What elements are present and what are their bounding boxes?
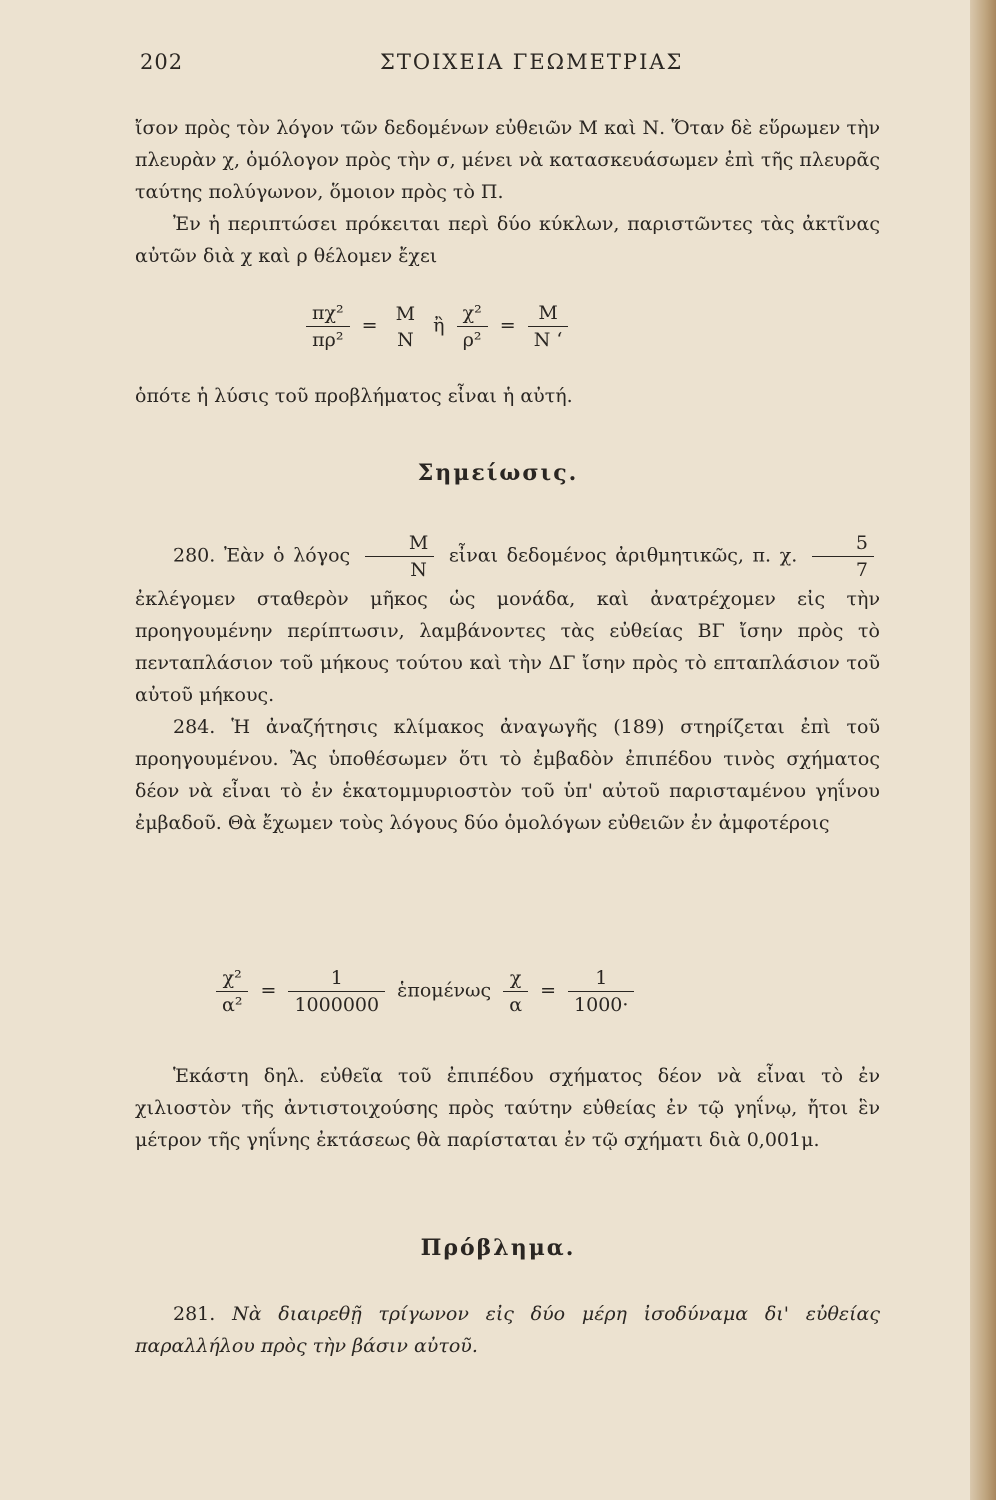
paragraph-block-3 [135, 530, 880, 839]
equals-sign: = [499, 314, 516, 337]
paragraph-284: 284. Ἡ ἀναζήτησις κλίμακος ἀναγωγῆς (189) στηρίζεται ἐπὶ τοῦ προηγουμένου. Ἂς ὑποθέσωμεν ὅτι τὸ ἐμβαδὸν ἐπιπέδου τινὸς σχήματος δέον νὰ εἶναι τὸ ἐν ἑκατομμυριοστὸν τοῦ ὑπ' αὐτοῦ παρισταμένου γηΐνου ἐμβαδοῦ. Θὰ ἔχωμεν τοὺς λόγους δύο ὁμολόγων εὐθειῶν ἐν ἀμφοτέροις [135, 716, 880, 834]
paragraph-block-4 [135, 1060, 880, 1156]
section-heading: Πρόβλημα. [420, 1235, 576, 1261]
conjunction: ἢ [433, 314, 445, 337]
book-spine [970, 0, 996, 1500]
paragraph-block-2 [135, 380, 880, 412]
connector-word: ἑπομένως [397, 979, 492, 1002]
running-title: ΣΤΟΙΧΕΙΑ ΓΕΩΜΕΤΡΙΑΣ [380, 50, 684, 74]
paragraph: Ἑκάστη δηλ. εὐθεῖα τοῦ ἐπιπέδου σχήματος δέον νὰ εἶναι τὸ ἐν χιλιοστὸν τῆς ἀντιστοιχούσης πρὸς ταύτην εὐθείας ἐν τῷ γηΐνῳ, ἤτοι ἓν μέτρον τῆς γηΐνης ἐκτάσεως θὰ παρίσταται ἐν τῷ σχήματι διὰ 0,001μ. [135, 1065, 880, 1151]
equation-2 [210, 965, 640, 1018]
page-number: 202 [140, 50, 184, 74]
equals-sign: = [260, 979, 277, 1002]
paragraph: ἴσον πρὸς τὸν λόγον τῶν δεδομένων εὐθειῶν Μ καὶ Ν. Ὅταν δὲ εὕρωμεν τὴν πλευρὰν χ, ὁμόλογον πρὸς τὴν σ, μένει νὰ κατασκευάσωμεν ἐπὶ τῆς πλευρᾶς ταύτης πολύγωνον, ὅμοιον πρὸς τὸ Π. [135, 117, 880, 203]
fraction: $\frac{5}{7}$ [812, 530, 874, 583]
equals-sign: = [361, 314, 378, 337]
equals-sign: = [540, 979, 556, 1002]
page-header [140, 50, 880, 80]
fraction: $\frac{1}{1000000}$ [288, 965, 385, 1018]
fraction: $\frac{1}{1000\cdot}$ [568, 965, 634, 1018]
fraction: $\frac{\chi}{\alpha}$ [503, 965, 528, 1018]
problem-statement: 281. Νὰ διαιρεθῇ τρίγωνον εἰς δύο μέρη ἰσοδύναμα δι' εὐθείας παραλλήλου πρὸς τὴν βάσιν αὐτοῦ. [135, 1303, 880, 1357]
section-heading: Σημείωσις. [417, 460, 579, 486]
fraction: $\frac{\text{χ²}}{\text{ρ²}}$ [457, 300, 488, 353]
paragraph-block-1 [135, 112, 880, 272]
paragraph-280: 280. Ἐὰν ὁ λόγος $\frac{M}{N}$ εἶναι δεδομένος ἀριθμητικῶς, π. χ. $\frac{5}{7}$ ἐκλέγομεν σταθερὸν μῆκος ὡς μονάδα, καὶ ἀνατρέχομεν εἰς τὴν προηγουμένην περίπτωσιν, λαμβάνοντες τὰς εὐθείας ΒΓ ἴσην πρὸς τὸ πενταπλάσιον τοῦ μήκους τούτου καὶ τὴν ΔΓ ἴσην πρὸς τὸ επταπλάσιον τοῦ αὐτοῦ μήκους. [135, 532, 880, 706]
fraction: $\frac{\text{χ²}}{\text{α²}}$ [216, 965, 248, 1018]
fraction: $\frac{M}{N}$ [365, 530, 434, 583]
fraction: $\frac{M}{N ‘}$ [528, 300, 569, 353]
paragraph: ὁπότε ἡ λύσις τοῦ προβλήματος εἶναι ἡ αὐτή. [135, 385, 573, 407]
paragraph-block-5 [135, 1298, 880, 1362]
paragraph: Ἐν ἡ περιπτώσει πρόκειται περὶ δύο κύκλων, παριστῶντες τὰς ἀκτῖνας αὐτῶν διὰ χ καὶ ρ θέλομεν ἔχει [135, 213, 880, 267]
fraction: M N [395, 302, 416, 351]
fraction: $\frac{\text{πχ²}}{\text{πρ²}}$ [306, 300, 350, 353]
equation-1 [300, 300, 574, 353]
